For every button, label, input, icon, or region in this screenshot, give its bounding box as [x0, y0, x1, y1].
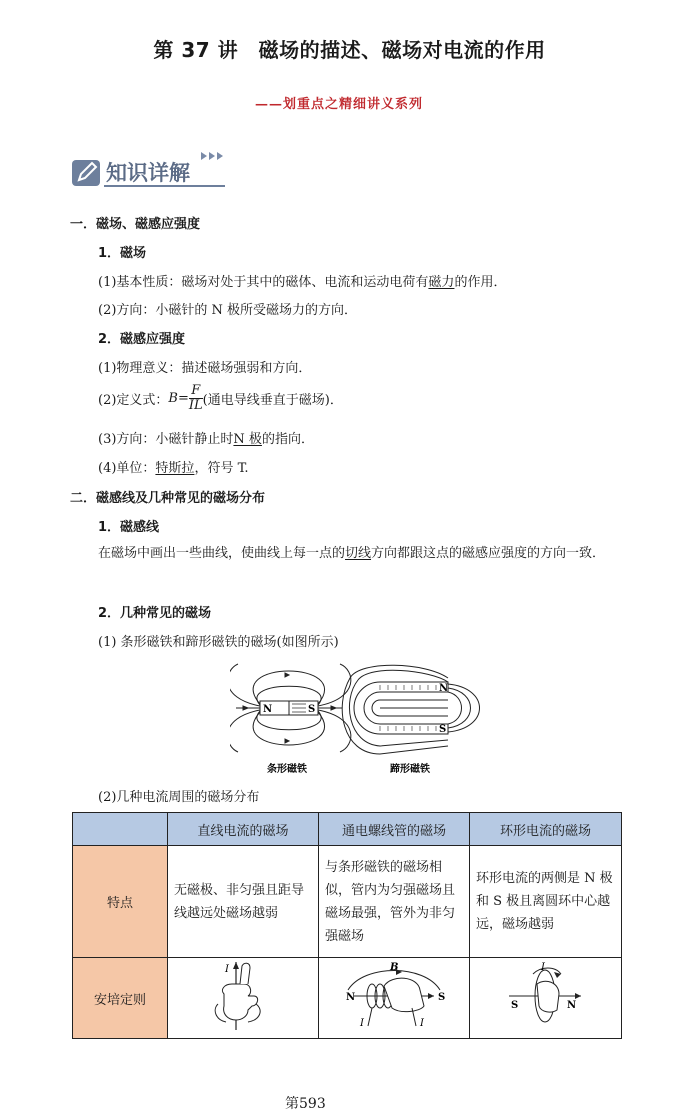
north-pole-label: N — [566, 1000, 576, 1011]
bar-magnet-caption: 条形磁铁 — [267, 764, 307, 775]
horseshoe-magnet-caption: 蹄形磁铁 — [390, 764, 430, 775]
subsection-heading-induction: 2．磁感应强度 — [98, 332, 186, 347]
section-heading-2: 二．磁感线及几种常见的磁场分布 — [70, 491, 266, 506]
definition-formula-line: (2)定义式：B= $\frac{F}{IL}$ (通电导线垂直于磁场)． — [98, 383, 343, 413]
south-pole-label: S — [308, 704, 316, 715]
section-heading-1: 一．磁场、磁感应强度 — [70, 217, 201, 232]
table-header-row — [73, 813, 622, 846]
arrow-decoration-icon — [201, 152, 223, 160]
fraction-formula: $\frac{F}{IL}$ — [188, 383, 203, 413]
page-title: 第 37 讲 磁场的描述、磁场对电流的作用 — [153, 38, 546, 62]
field-label: B — [390, 962, 399, 973]
table-cell: 无磁极、非匀强且距导线越远处磁场越弱 — [168, 846, 319, 958]
text-line: (1) 条形磁铁和蹄形磁铁的磁场(如图所示) — [98, 635, 339, 650]
text-line: (2)方向：小磁针的 N 极所受磁场力的方向． — [98, 303, 358, 318]
table-header-cell — [73, 813, 168, 846]
page-subtitle: ——划重点之精细讲义系列 — [255, 97, 424, 112]
current-label: I — [360, 1018, 364, 1029]
horseshoe-magnet-diagram — [342, 665, 479, 754]
section-badge — [70, 150, 230, 190]
bar-magnet-diagram — [230, 664, 351, 752]
straight-current-hand-diagram — [168, 958, 319, 1039]
pencil-icon — [72, 160, 100, 186]
table-row — [73, 846, 622, 958]
text-line: (2)几种电流周围的磁场分布 — [98, 790, 260, 805]
north-pole-label: N — [263, 704, 273, 715]
north-pole-label: N — [346, 992, 356, 1003]
south-pole-label: S — [438, 992, 446, 1003]
south-pole-label: S — [439, 724, 447, 735]
page-number: 第593 — [285, 1096, 326, 1112]
field-lines-paragraph: 在磁场中画出一些曲线，使曲线上每一点的切线方向都跟这点的磁感应强度的方向一致． — [98, 546, 606, 561]
text-line: (4)单位：特斯拉，符号 T. — [98, 461, 249, 476]
current-label: I — [420, 1018, 424, 1029]
current-field-table — [72, 812, 622, 1039]
south-pole-label: S — [510, 1000, 518, 1011]
north-pole-label: N — [439, 683, 449, 694]
badge-label: 知识详解 — [106, 160, 190, 185]
table-row — [73, 958, 622, 1039]
subsection-heading-field-lines: 1．磁感线 — [98, 520, 160, 535]
row-label-ampere-rule: 安培定则 — [73, 958, 168, 1039]
magnet-figures — [230, 660, 490, 780]
text-line: (1)基本性质：磁场对处于其中的磁体、电流和运动电荷有磁力的作用． — [98, 275, 507, 290]
table-header-cell: 环形电流的磁场 — [470, 813, 622, 846]
table-cell: 环形电流的两侧是 N 极和 S 极且离圆环中心越远，磁场越弱 — [470, 846, 622, 958]
table-cell: 与条形磁铁的磁场相似，管内为匀强磁场且磁场最强，管外为非匀强磁场 — [319, 846, 470, 958]
text-line: (3)方向：小磁针静止时N 极的指向． — [98, 432, 314, 447]
text-line: (1)物理意义：描述磁场强弱和方向． — [98, 361, 312, 376]
table-header-cell: 通电螺线管的磁场 — [319, 813, 470, 846]
table-header-cell: 直线电流的磁场 — [168, 813, 319, 846]
current-label: I — [540, 962, 545, 973]
row-label-features: 特点 — [73, 846, 168, 958]
subsection-heading-magnetic-field: 1．磁场 — [98, 246, 147, 261]
current-label: I — [225, 964, 229, 975]
solenoid-hand-diagram — [319, 958, 470, 1039]
subsection-heading-common-fields: 2．几种常见的磁场 — [98, 606, 212, 621]
ring-current-hand-diagram — [470, 958, 622, 1039]
